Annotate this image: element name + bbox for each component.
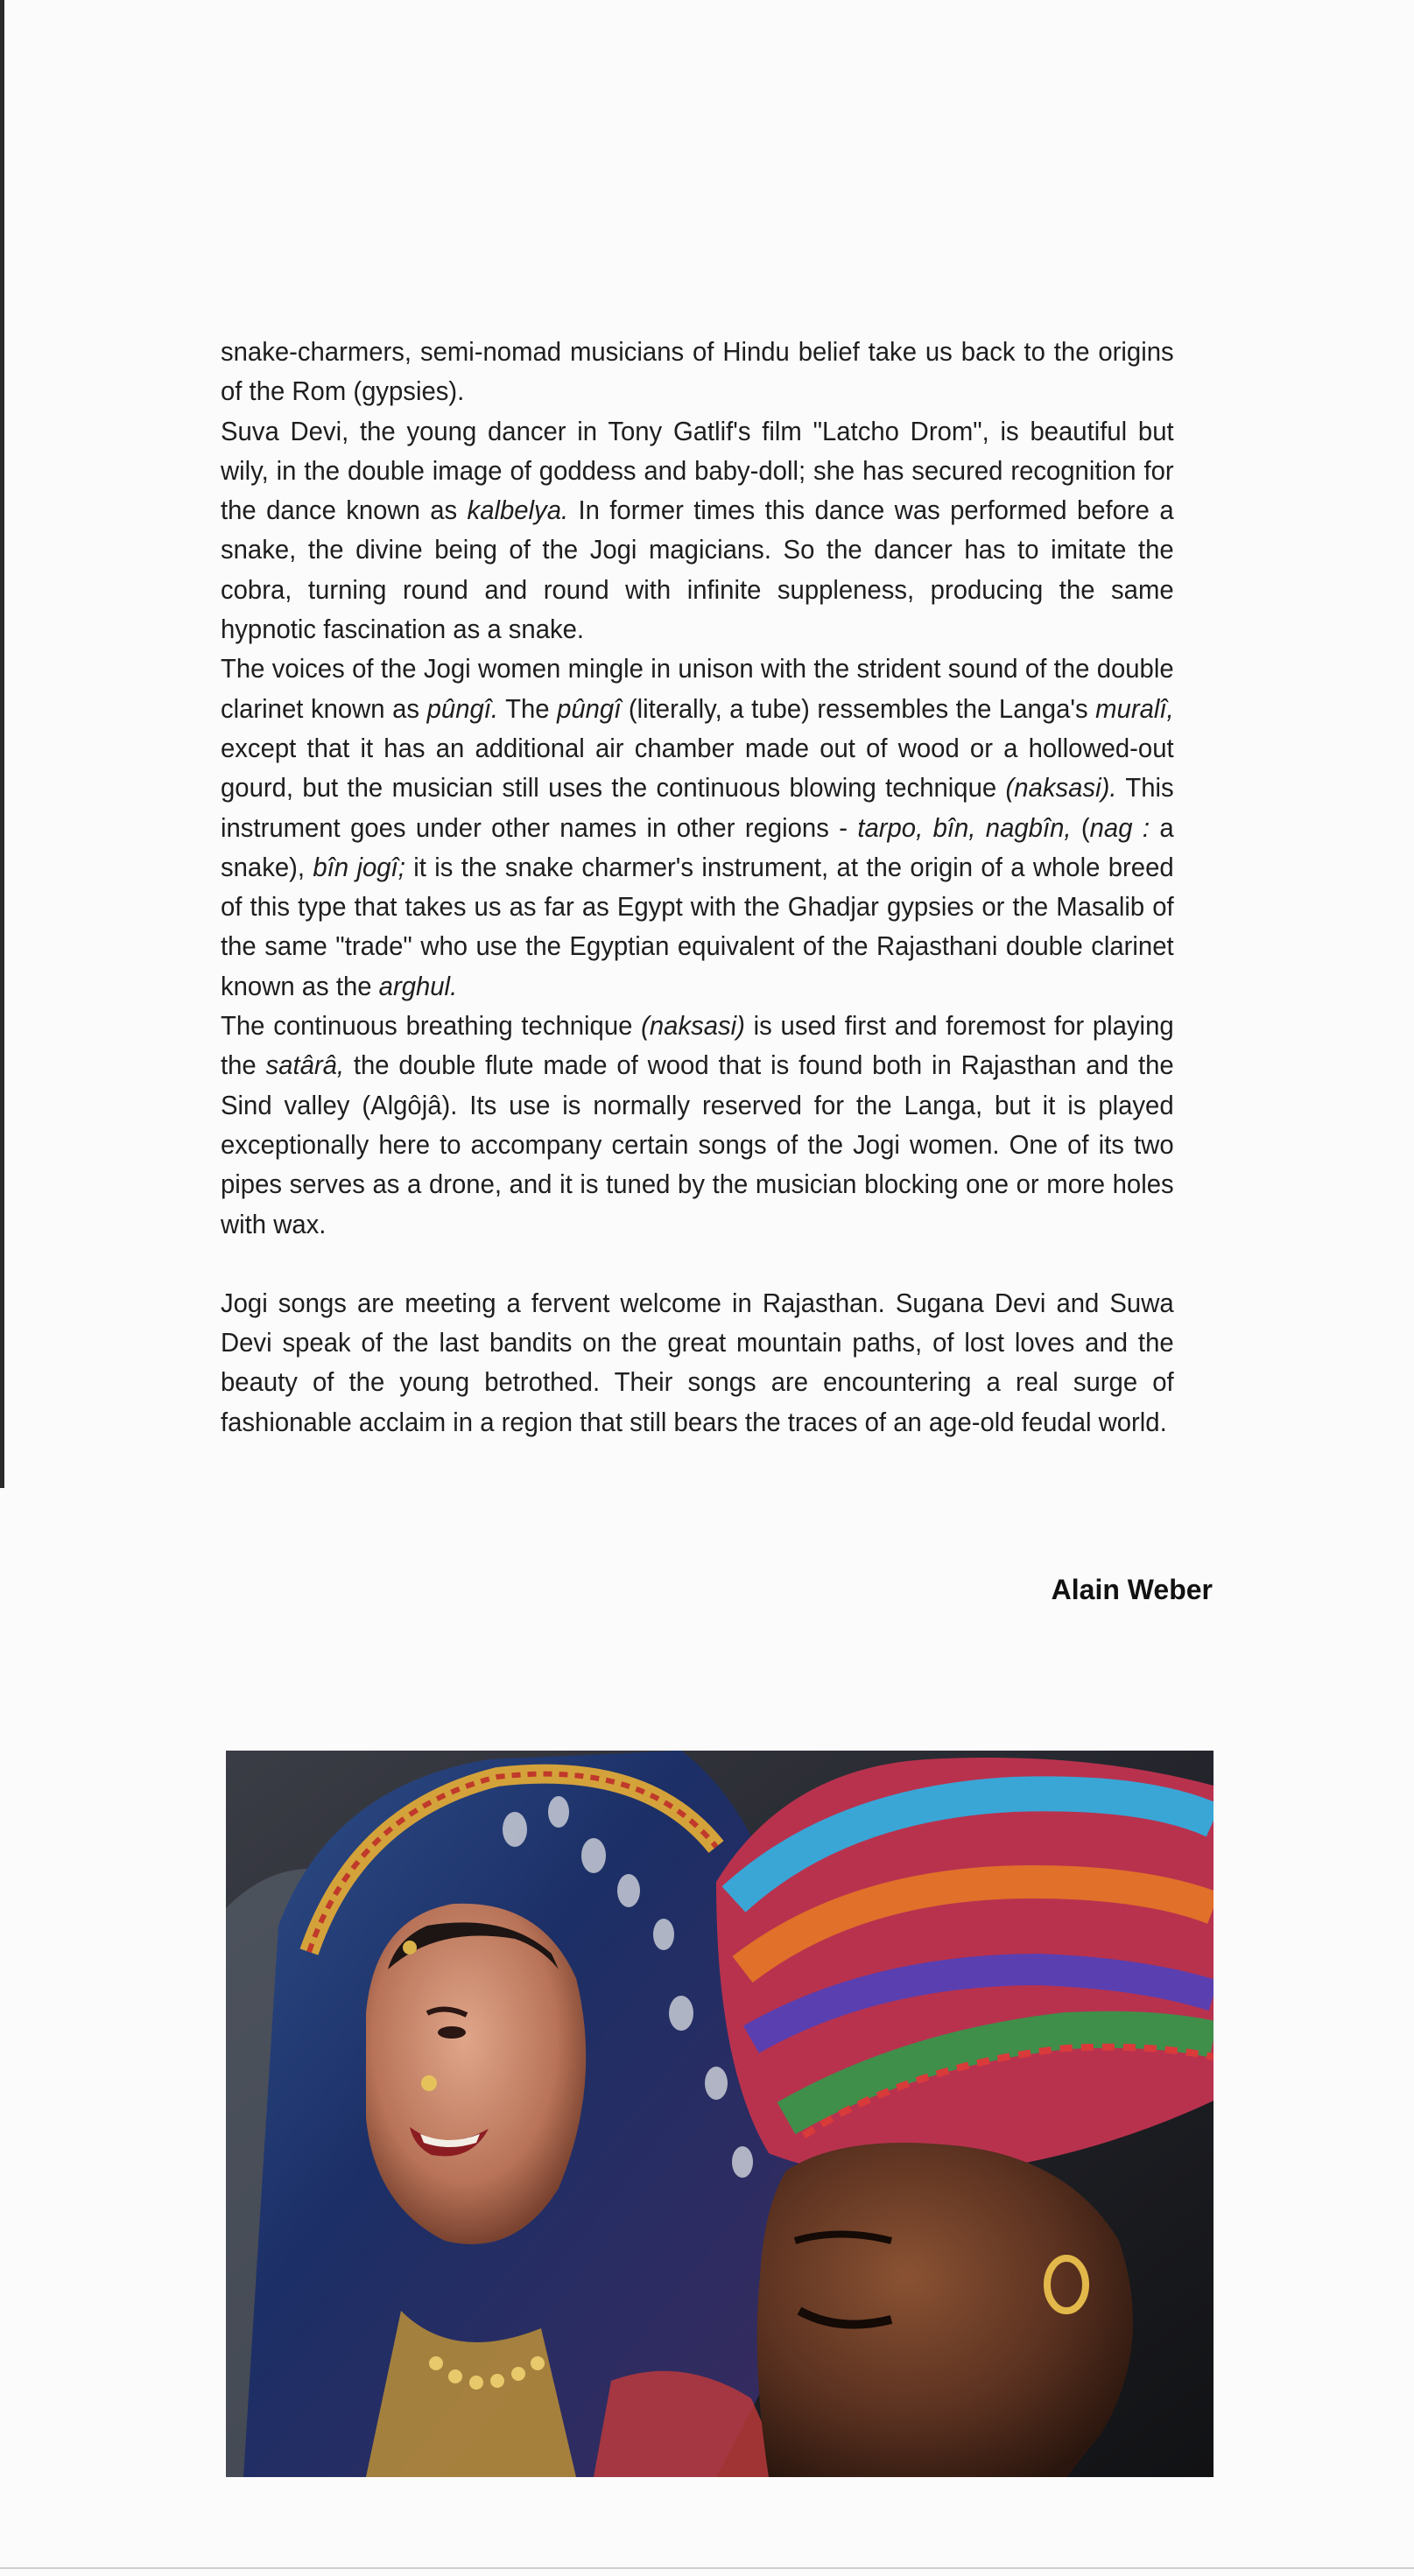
text-run: In former times this dance was performed before a snake, the divine being of the Jogi magicians. So the dancer has to imitate the cobra, turning round and round with infinite suppleness, producing the same hypnotic fascination as a snake. — [221, 495, 1174, 645]
page-bottom-edge — [0, 2567, 1414, 2569]
term-murali: muralî, — [1095, 693, 1174, 724]
term-arghul: arghul. — [378, 971, 458, 1001]
text-run: ( — [1071, 812, 1090, 843]
text-run: a snake), — [221, 812, 1174, 882]
photo-illustration — [226, 1751, 1214, 2477]
text-run: (literally, a tube) ressembles the Langa's — [621, 693, 1096, 724]
term-instrument-names: tarpo, bîn, nagbîn, — [857, 812, 1072, 843]
forehead-jewel — [403, 1941, 417, 1955]
term-nag: nag : — [1089, 812, 1150, 843]
author-signature: Alain Weber — [1051, 1574, 1213, 1605]
paragraph-jogi-songs — [221, 1284, 1174, 1442]
paragraph-intro — [221, 333, 1174, 412]
text-run: The continuous breathing technique — [221, 1011, 642, 1042]
term-naksasi: (naksasi) — [641, 1011, 745, 1042]
paragraph-jogi-voices — [221, 649, 1174, 1007]
paragraph-jogi-songs-text: Jogi songs are meeting a fervent welcome in Rajasthan. Sugana Devi and Suwa Devi speak of the last bandits on the great mountain paths, of lost loves and the beauty of the young betrothed. Their songs are encountering a real surge of fashionable acclaim in a region that still bears the traces of an age-old feudal world. — [221, 1288, 1174, 1437]
text-run: This instrument goes under other names in other regions - — [221, 773, 1174, 843]
page-binding-edge — [0, 0, 4, 1488]
paragraph-intro-text: snake-charmers, semi-nomad musicians of Hindu belief take us back to the origins of the Rom (gypsies). — [221, 337, 1174, 407]
woman-eye — [438, 2026, 466, 2039]
text-run: The — [498, 693, 558, 724]
text-run: The voices of the Jogi women mingle in unison with the strident sound of the double clarinet known as — [221, 654, 1174, 724]
term-naksasi: (naksasi). — [1005, 773, 1117, 804]
photo-jogi-dancer-and-musician — [226, 1751, 1214, 2477]
paragraph-suva-devi — [221, 412, 1174, 650]
text-run: the double flute made of wood that is found both in Rajasthan and the Sind valley (Algôjâ). Its use is normally reserved for the Langa, but it is played exceptionally here to accompany certain songs of the Jogi women. One of its two pipes serves as a drone, and it is tuned by the musician blocking one or more holes with wax. — [221, 1050, 1174, 1239]
term-bin-jogi: bîn jogî; — [313, 852, 405, 882]
term-pungi: pûngî. — [426, 693, 499, 724]
text-run: except that it has an additional air chamber made out of wood or a hollowed-out gourd, but the musician still uses the continuous blowing technique — [221, 733, 1174, 804]
text-run: Suva Devi, the young dancer in Tony Gatlif's film "Latcho Drom", is beautiful but wily, in the double image of goddess and baby-doll; she has secured recognition for the dance known as — [221, 416, 1174, 526]
article-body — [221, 333, 1174, 1442]
term-satara: satârâ, — [265, 1050, 345, 1081]
term-kalbelya: kalbelya. — [467, 495, 569, 526]
text-run: it is the snake charmer's instrument, at the origin of a whole breed of this type that takes us as far as Egypt with the Ghadjar gypsies or the Masalib of the same "trade" who use the Egyptian equivalent of the Rajasthani double clarinet known as the — [221, 852, 1174, 1001]
nose-ring — [421, 2075, 437, 2091]
text-run: is used first and foremost for playing the — [221, 1011, 1174, 1081]
paragraph-breathing-technique — [221, 1007, 1174, 1245]
term-pungi: pûngî — [557, 693, 622, 724]
